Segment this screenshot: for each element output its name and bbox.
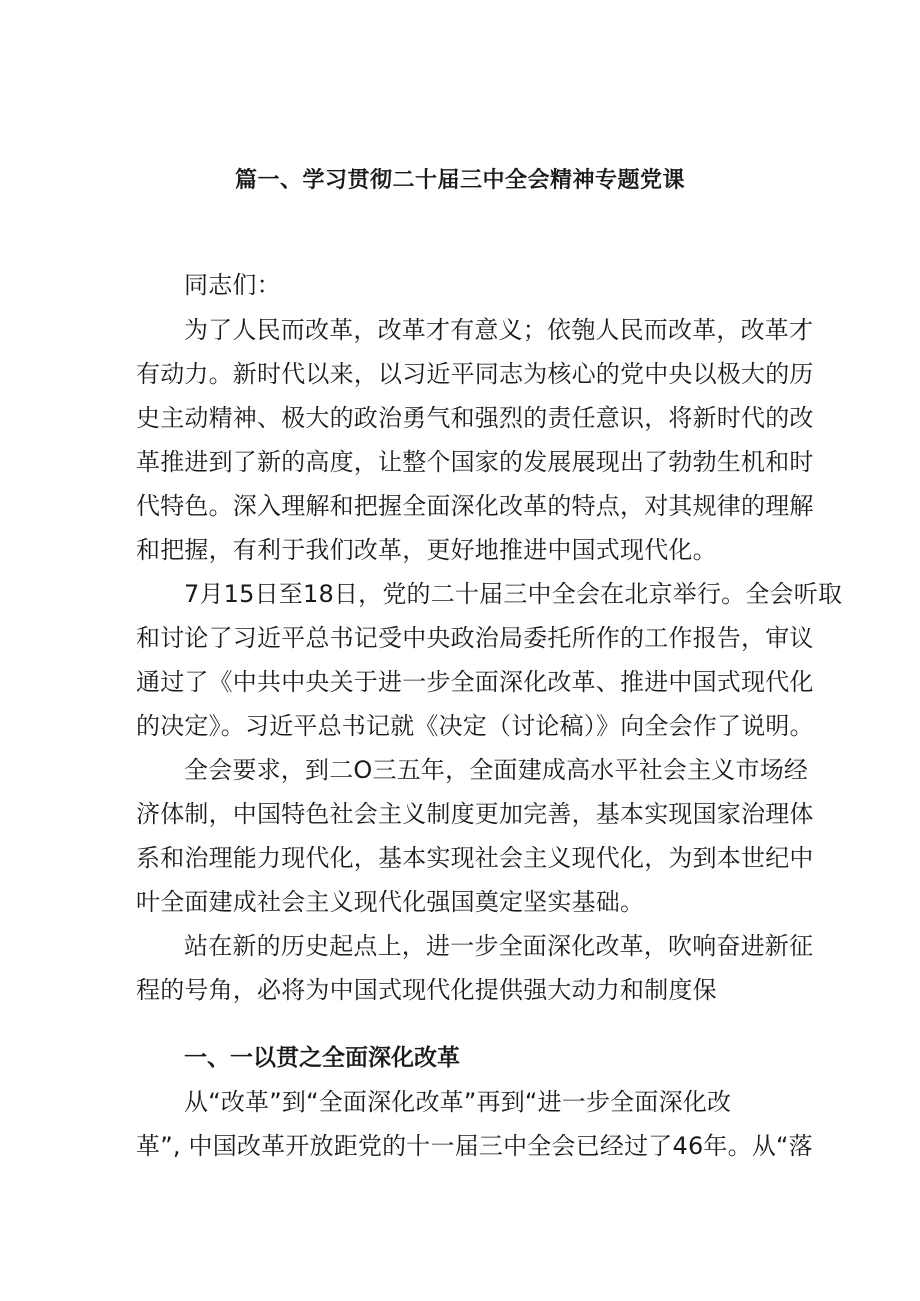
paragraph-line: 从“改革”到“全面深化改革”再到“进一步全面深化改 [184,1088,732,1116]
paragraph-line: 革推进到了新的高度，让整个国家的发展展现出了勃勃生机和时 [136,448,814,476]
paragraph-line: 史主动精神、极大的政治勇气和强烈的责任意识，将新时代的改 [136,404,814,432]
paragraph-line: 叶全面建成社会主义现代化强国奠定坚实基础。 [136,888,645,916]
paragraph-line: 代特色。深入理解和把握全面深化改革的特点，对其规律的理解 [136,492,814,520]
paragraph-line: 的决定》。习近平总书记就《决定（讨论稿）》向全会作了说明。 [136,712,814,740]
paragraph-line: 程的号角，必将为中国式现代化提供强大动力和制度保 [136,976,717,1004]
paragraph-line: 革”, 中国改革开放距党的十一届三中全会已经过了46年。从“落 [136,1132,813,1160]
paragraph-line: 系和治理能力现代化，基本实现社会主义现代化，为到本世纪中 [136,844,814,872]
paragraph-line: 和讨论了习近平总书记受中央政治局委托所作的工作报告，审议 [136,624,814,652]
paragraph-line: 有动力。新时代以来，以习近平同志为核心的党中央以极大的历 [136,360,814,388]
paragraph-line: 和把握，有利于我们改革，更好地推进中国式现代化。 [136,536,717,564]
greeting: 同志们： [184,271,281,299]
section-heading: 一、一以贯之全面深化改革 [184,1045,460,1071]
document-title: 篇一、学习贯彻二十届三中全会精神专题党课 [234,168,685,193]
paragraph-line: 全会要求，到二O三五年，全面建成高水平社会主义市场经 [184,756,809,784]
paragraph-line: 为了人民而改革，改革才有意义；依匏人民而改革，改革才 [184,316,814,344]
paragraph-line: 通过了《中共中央关于进一步全面深化改革、推进中国式现代化 [136,668,814,696]
paragraph-line: 济体制，中国特色社会主义制度更加完善，基本实现国家治理体 [136,800,814,828]
paragraph-line: 站在新的历史起点上，进一步全面深化改革，吹响奋进新征 [184,932,814,960]
paragraph-line: 7月15日至18日，党的二十届三中全会在北京举行。全会听取 [184,580,843,608]
